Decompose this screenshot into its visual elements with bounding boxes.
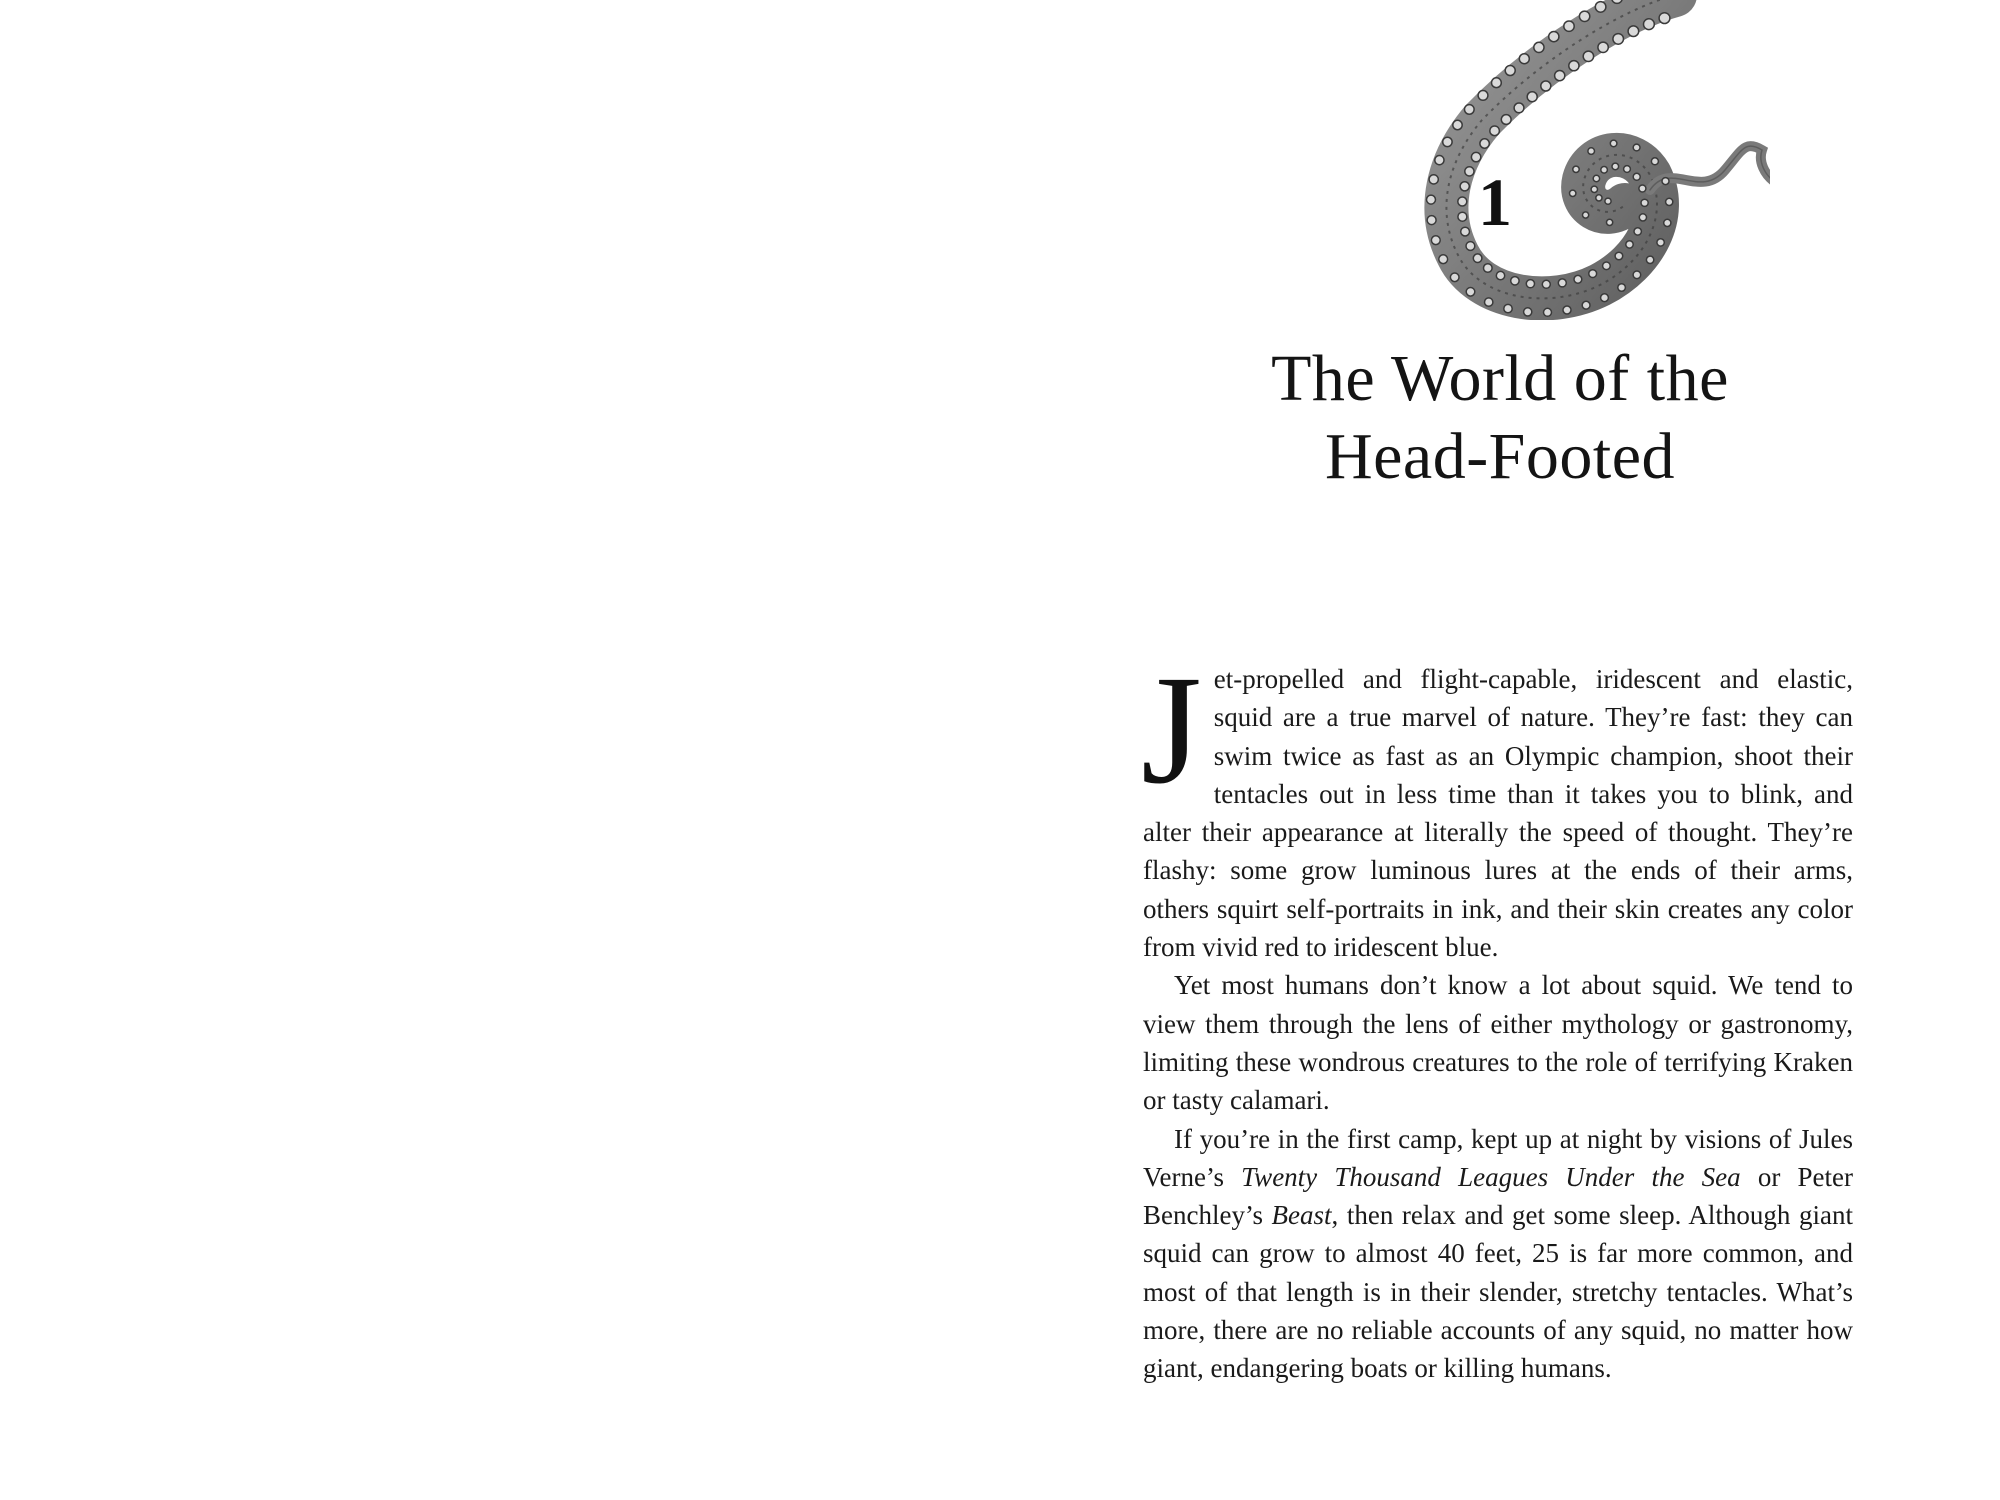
- paragraph-3-text-a: If you’re in the first camp, kept up at night by visions of Jules Verne’s: [1143, 1123, 1853, 1192]
- tentacle-sucker: [1480, 139, 1489, 148]
- tentacle-sucker: [1598, 42, 1608, 52]
- tentacle-sucker: [1573, 166, 1579, 172]
- tentacle-sucker: [1633, 173, 1640, 180]
- tentacle-sucker: [1605, 198, 1611, 204]
- tentacle-sucker: [1633, 271, 1641, 279]
- tentacle-sucker: [1555, 71, 1565, 81]
- tentacle-sucker: [1504, 304, 1512, 312]
- tentacle-main-arm: [1446, 0, 1675, 298]
- tentacle-sucker: [1579, 11, 1589, 21]
- tentacle-sucker: [1524, 308, 1532, 316]
- tentacle-sucker: [1478, 91, 1488, 101]
- tentacle-sucker: [1618, 284, 1626, 292]
- tentacle-sucker: [1526, 280, 1534, 288]
- tentacle-sucker: [1583, 212, 1589, 218]
- tentacle-sucker: [1453, 120, 1462, 129]
- tentacle-sucker: [1595, 2, 1606, 13]
- tentacle-sucker: [1657, 239, 1664, 246]
- tentacle-sucker: [1607, 219, 1613, 225]
- tentacle-sucker: [1601, 167, 1608, 174]
- tentacle-sucker: [1570, 190, 1576, 196]
- tentacle-sucker: [1610, 140, 1617, 147]
- tentacle-sucker: [1471, 152, 1480, 161]
- tentacle-sucker: [1541, 81, 1551, 91]
- tentacle-sucker: [1615, 252, 1623, 260]
- tentacle-sucker: [1558, 279, 1566, 287]
- tentacle-illustration: [1370, 0, 1770, 320]
- tentacle-sucker: [1628, 26, 1639, 37]
- paragraph-3-text-b: or Peter Benchley’s: [1143, 1161, 1853, 1231]
- tentacle-sucker: [1429, 175, 1438, 184]
- book-title-verne: Twenty Thousand Leagues Under the Sea: [1241, 1161, 1741, 1192]
- tentacle-sucker: [1519, 54, 1529, 64]
- tentacle-sucker: [1505, 66, 1515, 76]
- chapter-title-line-2: Head-Footed: [1324, 420, 1676, 493]
- chapter-body: [1141, 643, 1853, 1388]
- tentacle-sucker: [1427, 195, 1436, 204]
- chapter-title-line-1: The World of the: [1271, 342, 1729, 415]
- tentacle-sucker: [1612, 163, 1619, 170]
- right-page: [1000, 0, 2000, 1500]
- tentacle-sucker: [1634, 228, 1641, 235]
- tentacle-sucker: [1511, 277, 1519, 285]
- tentacle-sucker: [1564, 21, 1574, 31]
- paragraph-3: [1143, 1120, 1853, 1388]
- tentacle-sucker: [1501, 115, 1511, 125]
- tentacle-sucker: [1583, 51, 1593, 61]
- tentacle-sucker: [1613, 34, 1624, 45]
- paragraph-3-text-c: , then relax and get some sleep. Although giant squid can grow to almost 40 feet, 25 is far more common, and most of that length is in their slender, stretchy tentacles. What’s more, there are no reliable accounts of any squid, no matter how giant, endangering boats or killing humans.: [1143, 1200, 1853, 1384]
- tentacle-sucker: [1664, 219, 1671, 226]
- tentacle-sucker: [1626, 241, 1633, 248]
- tentacle-sucker: [1633, 144, 1640, 151]
- tentacle-sucker: [1639, 185, 1646, 192]
- tentacle-sucker: [1603, 262, 1611, 270]
- tentacle-sucker: [1466, 242, 1475, 251]
- tentacle-sucker: [1496, 271, 1504, 279]
- tentacle-sucker: [1624, 166, 1631, 173]
- tentacle-sucker: [1450, 273, 1459, 282]
- tentacle-sucker: [1544, 308, 1552, 316]
- tentacle-sucker: [1574, 275, 1582, 283]
- book-title-benchley: Beast: [1271, 1200, 1332, 1231]
- paragraph-1: [1141, 643, 1853, 966]
- tentacle-sucker: [1644, 19, 1655, 30]
- chapter-number: 1: [1478, 164, 1512, 240]
- tentacle-sucker: [1601, 294, 1609, 302]
- tentacle-sucker: [1473, 254, 1482, 263]
- tentacle-sucker: [1591, 186, 1597, 192]
- tentacle-sucker: [1646, 256, 1653, 263]
- tentacle-sucker: [1582, 301, 1590, 309]
- tentacle-sucker: [1563, 306, 1571, 314]
- tentacle-sucker: [1659, 13, 1670, 24]
- paragraph-2: Yet most humans don’t know a lot about squid. We tend to view them through the lens of either mythology or gastronomy, limiting these wondrous creatures to the role of terrifying Kraken or tasty calamari.: [1143, 970, 1853, 1116]
- tentacle-sucker: [1485, 298, 1493, 306]
- tentacle-sucker: [1589, 270, 1597, 278]
- tentacle-sucker: [1641, 199, 1648, 206]
- tentacle-sucker: [1588, 148, 1595, 155]
- tentacle-sucker: [1527, 92, 1537, 102]
- tentacle-sucker: [1492, 78, 1502, 88]
- tentacle-sucker: [1514, 103, 1524, 113]
- tentacle-sucker: [1662, 178, 1669, 185]
- tentacle-sucker: [1484, 264, 1493, 273]
- tentacle-sucker: [1666, 198, 1673, 205]
- drop-cap: J: [1141, 643, 1202, 816]
- chapter-title: [1150, 340, 1850, 496]
- tentacle-sucker: [1651, 158, 1658, 165]
- tentacle-sucker: [1534, 42, 1544, 52]
- tentacle-sucker: [1549, 31, 1559, 41]
- tentacle-sucker: [1596, 195, 1602, 201]
- tentacle-sucker: [1542, 280, 1550, 288]
- tentacle-sucker: [1435, 156, 1444, 165]
- tentacle-sucker: [1427, 216, 1436, 225]
- tentacle-sucker: [1490, 126, 1500, 136]
- tentacle-sucker: [1431, 236, 1440, 245]
- tentacle-sucker: [1439, 255, 1448, 264]
- paragraph-1-text: et-propelled and flight-capable, iridescent and elastic, squid are a true marvel of nature. They’re fast: they can swim twice as fast as an Olympic champion, shoot their tentacles out in less time than it takes you to blink, and alter their appearance at literally the speed of thought. They’re flashy: some grow luminous lures at the ends of their arms, others squirt self-portraits in ink, and their skin creates any color from vivid red to iridescent blue.: [1143, 664, 1853, 963]
- tentacle-sucker: [1569, 61, 1579, 71]
- tentacle-sucker: [1443, 137, 1452, 146]
- tentacle-sucker: [1465, 105, 1475, 115]
- tentacle-sucker: [1466, 288, 1475, 297]
- tentacle-sucker: [1639, 214, 1646, 221]
- tentacle-sucker: [1593, 175, 1599, 181]
